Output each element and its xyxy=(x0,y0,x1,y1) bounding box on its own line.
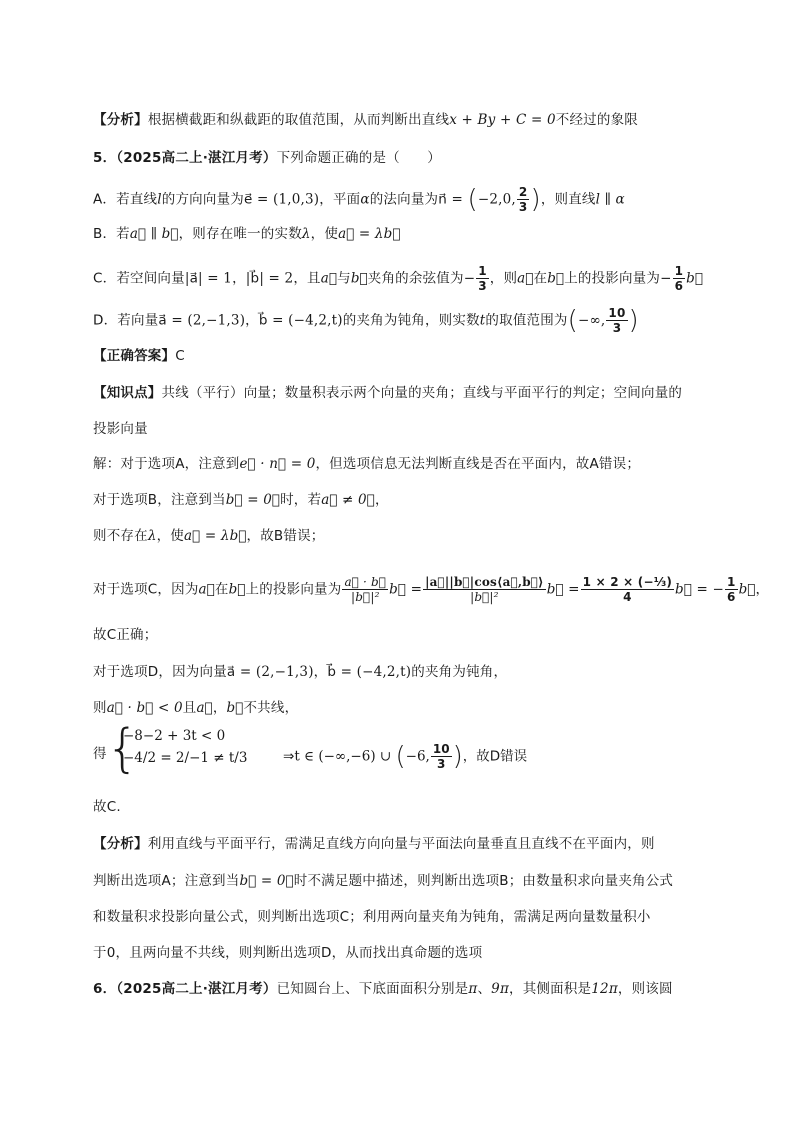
text: 在 xyxy=(214,581,229,598)
math: a⃗ ∥ b⃗ xyxy=(129,226,179,242)
question-source: （2025高二上·湛江月考） xyxy=(116,150,277,166)
knowledge-text: 共线（平行）向量；数量积表示两个向量的夹角；直线与平面平行的判定；空间向量的 xyxy=(161,385,683,401)
solution-c-end xyxy=(93,625,157,645)
text: ，且 xyxy=(293,270,321,287)
analysis-tag: 【分析】 xyxy=(93,836,148,852)
text: 于0，且两向量不共线，则判断出选项D，从而找出真命题的选项 xyxy=(93,945,483,961)
equation-system xyxy=(93,719,528,779)
math: t ∈ (−∞,−6) ∪ xyxy=(294,748,396,765)
text: ，但选项信息无法判断直线是否在平面内，故A错误； xyxy=(315,456,641,472)
conclusion xyxy=(93,797,121,817)
text: ，则该圆 xyxy=(617,981,673,997)
text: 则不存在 xyxy=(93,528,148,544)
math: |b⃗| = 2 xyxy=(245,270,294,287)
knowledge-line-2 xyxy=(93,419,148,439)
answer-line xyxy=(93,346,185,366)
text: 、 xyxy=(477,981,492,997)
math: a⃗ = λb⃗ xyxy=(338,226,401,242)
math: b⃗ = xyxy=(389,581,423,598)
text: 的夹角为钝角， xyxy=(411,664,508,680)
text: ，其侧面积是 xyxy=(509,981,592,997)
text: ，使 xyxy=(310,226,339,242)
option-b xyxy=(93,224,401,244)
paren-close: ) xyxy=(628,305,639,336)
fraction-denominator: 4 xyxy=(623,590,632,604)
math: λ xyxy=(147,528,157,544)
text: 时，若 xyxy=(280,492,322,508)
analysis-line-4 xyxy=(93,943,482,963)
math: b⃗ = (−4,2,t) xyxy=(327,664,412,680)
fraction xyxy=(725,575,738,604)
math-normal-vector: n⃗ = xyxy=(438,191,468,208)
math: t xyxy=(479,312,486,329)
fraction-numerator: 10 xyxy=(608,306,626,320)
math: a⃗ ≠ 0⃗ xyxy=(321,492,375,508)
text: 故C. xyxy=(93,799,121,815)
paren-close: ) xyxy=(530,184,541,215)
question-source: （2025高二上·湛江月考） xyxy=(116,981,277,997)
fraction xyxy=(431,742,452,771)
text: 的夹角为钝角，则实数 xyxy=(342,312,480,329)
text: ，平面 xyxy=(319,191,361,208)
option-b-prefix: B．若 xyxy=(93,226,130,242)
text: 与 xyxy=(337,270,351,287)
text: ，故B错误； xyxy=(246,528,325,544)
question-number: 6． xyxy=(93,981,117,997)
text: 判断出选项A；注意到当 xyxy=(93,873,240,889)
text: 利用直线与平面平行，需满足直线方向向量与平面法向量垂直且直线不在平面内，则 xyxy=(147,836,655,852)
question-6-stem xyxy=(93,979,673,999)
minus-sign: − xyxy=(660,270,672,287)
fraction xyxy=(476,264,489,293)
analysis-line-2 xyxy=(93,871,673,891)
fraction-denominator: 3 xyxy=(437,757,446,771)
text: 故C正确； xyxy=(93,627,158,643)
math: b⃗ = 0⃗ xyxy=(239,873,294,889)
solution-d-1 xyxy=(93,662,507,682)
math: b⃗ xyxy=(547,270,565,287)
math: a⃗ xyxy=(517,270,534,287)
prev-analysis-line xyxy=(93,110,638,130)
system-result xyxy=(283,742,527,771)
arrow: ⇒ xyxy=(283,748,295,765)
math: a⃗ = (2,−1,3) xyxy=(158,312,246,329)
question-number: 5． xyxy=(93,150,117,166)
math: 12π xyxy=(591,981,618,997)
question-5-stem xyxy=(93,148,441,168)
fraction xyxy=(342,575,388,604)
text: 解：对于选项A，注意到 xyxy=(93,456,240,472)
paren-open: ( xyxy=(567,305,578,336)
text: ，则直线 xyxy=(540,191,596,208)
fraction xyxy=(581,575,674,604)
text: ， xyxy=(755,581,770,598)
fraction xyxy=(606,306,627,335)
text: ， xyxy=(245,312,259,329)
paren-open: ( xyxy=(395,741,406,772)
minus-sign: − xyxy=(463,270,476,287)
answer-tag: 【正确答案】 xyxy=(93,348,176,364)
math: λ xyxy=(301,226,311,242)
fraction xyxy=(423,575,546,604)
text: 上的投影向量为 xyxy=(564,270,661,287)
solution-a xyxy=(93,454,640,474)
math: b⃗ = (−4,2,t) xyxy=(258,312,343,329)
text: ， xyxy=(232,270,246,287)
fraction xyxy=(673,264,686,293)
text: 对于选项B，注意到当 xyxy=(93,492,226,508)
paren-open: ( xyxy=(467,184,478,215)
text: 的法向量为 xyxy=(369,191,439,208)
brace: { xyxy=(106,719,140,779)
knowledge-tag: 【知识点】 xyxy=(93,385,162,401)
fraction-numerator: 1 × 2 × (−⅓) xyxy=(582,575,673,589)
math: a⃗ xyxy=(196,700,213,716)
fraction xyxy=(517,185,530,214)
analysis-line-1 xyxy=(93,834,655,854)
system-row-2: −4/2 = 2/−1 ≠ t/3 xyxy=(123,750,248,766)
fraction-denominator: 6 xyxy=(674,279,684,293)
math: b⃗ = 0⃗ xyxy=(225,492,281,508)
text: 不共线， xyxy=(243,700,299,716)
fraction-numerator: |a⃗||b⃗|cos⟨a⃗,b⃗⟩ xyxy=(425,575,544,589)
analysis-line-3 xyxy=(93,907,651,927)
text: ，使 xyxy=(156,528,184,544)
text: ， xyxy=(313,664,328,680)
option-c-prefix: C．若空间向量 xyxy=(93,270,185,287)
math: a⃗ = λb⃗ xyxy=(183,528,247,544)
fraction-denominator: 3 xyxy=(518,200,528,214)
solution-b-2 xyxy=(93,526,325,546)
text: 夹角的余弦值为 xyxy=(367,270,464,287)
fraction-numerator: a⃗ · b⃗ xyxy=(344,575,387,589)
math: b⃗ xyxy=(350,270,368,287)
fraction-numerator: 10 xyxy=(432,742,450,756)
fraction-numerator: 1 xyxy=(727,575,736,589)
text: ， xyxy=(374,492,389,508)
math: a⃗ = (2,−1,3) xyxy=(226,664,314,680)
text: 和数量积求投影向量公式，则判断出选项C；利用两向量夹角为钝角，需满足两向量数量积小 xyxy=(93,909,651,925)
math: −6, xyxy=(405,748,430,765)
option-c xyxy=(93,264,703,293)
text: 已知圆台上、下底面面积分别是 xyxy=(276,981,469,997)
math: π xyxy=(468,981,478,997)
text: 的方向向量为 xyxy=(161,191,244,208)
analysis-tag: 【分析】 xyxy=(93,112,148,128)
fraction-denominator: 3 xyxy=(612,321,622,335)
option-a-prefix: A．若直线 xyxy=(93,191,158,208)
fraction-denominator: |b⃗|² xyxy=(470,590,499,604)
math-alpha: α xyxy=(360,191,370,208)
fraction-numerator: 1 xyxy=(674,264,684,278)
math: a⃗ xyxy=(320,270,338,287)
line-equation: x + By + C = 0 xyxy=(449,112,556,128)
text: 得 xyxy=(93,746,107,762)
system-row-1: −8−2 + 3t < 0 xyxy=(123,728,226,744)
text: ，故D错误 xyxy=(462,748,528,765)
solution-d-2 xyxy=(93,698,298,718)
text: 在 xyxy=(533,270,548,287)
question-stem: 下列命题正确的是（ ） xyxy=(276,150,441,166)
math-vector-components: −2,0, xyxy=(477,191,516,208)
math: |a⃗| = 1 xyxy=(184,270,233,287)
math-direction-vector: e⃗ = (1,0,3) xyxy=(243,191,320,208)
option-a xyxy=(93,185,625,214)
math: b⃗ xyxy=(226,700,244,716)
math: a⃗ · b⃗ < 0 xyxy=(106,700,183,716)
text: 的取值范围为 xyxy=(485,312,568,329)
answer-value: C xyxy=(175,348,185,364)
solution-b-1 xyxy=(93,490,389,510)
math-l: l xyxy=(157,191,162,208)
math: b⃗ = xyxy=(546,581,580,598)
text: 时不满足题中描述，则判断出选项B；由数量积求向量夹角公式 xyxy=(293,873,674,889)
analysis-text: 根据横截距和纵截距的取值范围，从而判断出直线 xyxy=(147,112,450,128)
math: 9π xyxy=(491,981,510,997)
fraction-numerator: 1 xyxy=(478,264,487,278)
text: 对于选项C，因为 xyxy=(93,581,199,598)
option-d-prefix: D．若向量 xyxy=(93,312,159,329)
knowledge-text: 投影向量 xyxy=(93,421,148,437)
text: ， xyxy=(212,700,227,716)
math: b⃗ xyxy=(686,270,704,287)
text: 则 xyxy=(93,700,107,716)
text: ，则 xyxy=(489,270,518,287)
math: b⃗ = − xyxy=(675,581,724,598)
math: a⃗ xyxy=(198,581,215,598)
fraction-denominator: 6 xyxy=(727,590,736,604)
analysis-tail: 不经过的象限 xyxy=(555,112,638,128)
text: 且 xyxy=(182,700,197,716)
text: 上的投影向量为 xyxy=(245,581,342,598)
math: e⃗ · n⃗ = 0 xyxy=(239,456,316,472)
fraction-numerator: 2 xyxy=(518,185,528,199)
paren-close: ) xyxy=(452,741,463,772)
option-d xyxy=(93,306,639,335)
math: b⃗ xyxy=(228,581,246,598)
solution-c xyxy=(93,575,769,604)
text: 对于选项D，因为向量 xyxy=(93,664,227,680)
fraction-denominator: |b⃗|² xyxy=(351,590,380,604)
knowledge-line-1 xyxy=(93,383,682,403)
text: ，则存在唯一的实数 xyxy=(178,226,302,242)
math: −∞, xyxy=(577,312,606,329)
math: b⃗ xyxy=(738,581,756,598)
math-parallel: l ∥ α xyxy=(595,191,625,208)
fraction-denominator: 3 xyxy=(478,279,487,293)
